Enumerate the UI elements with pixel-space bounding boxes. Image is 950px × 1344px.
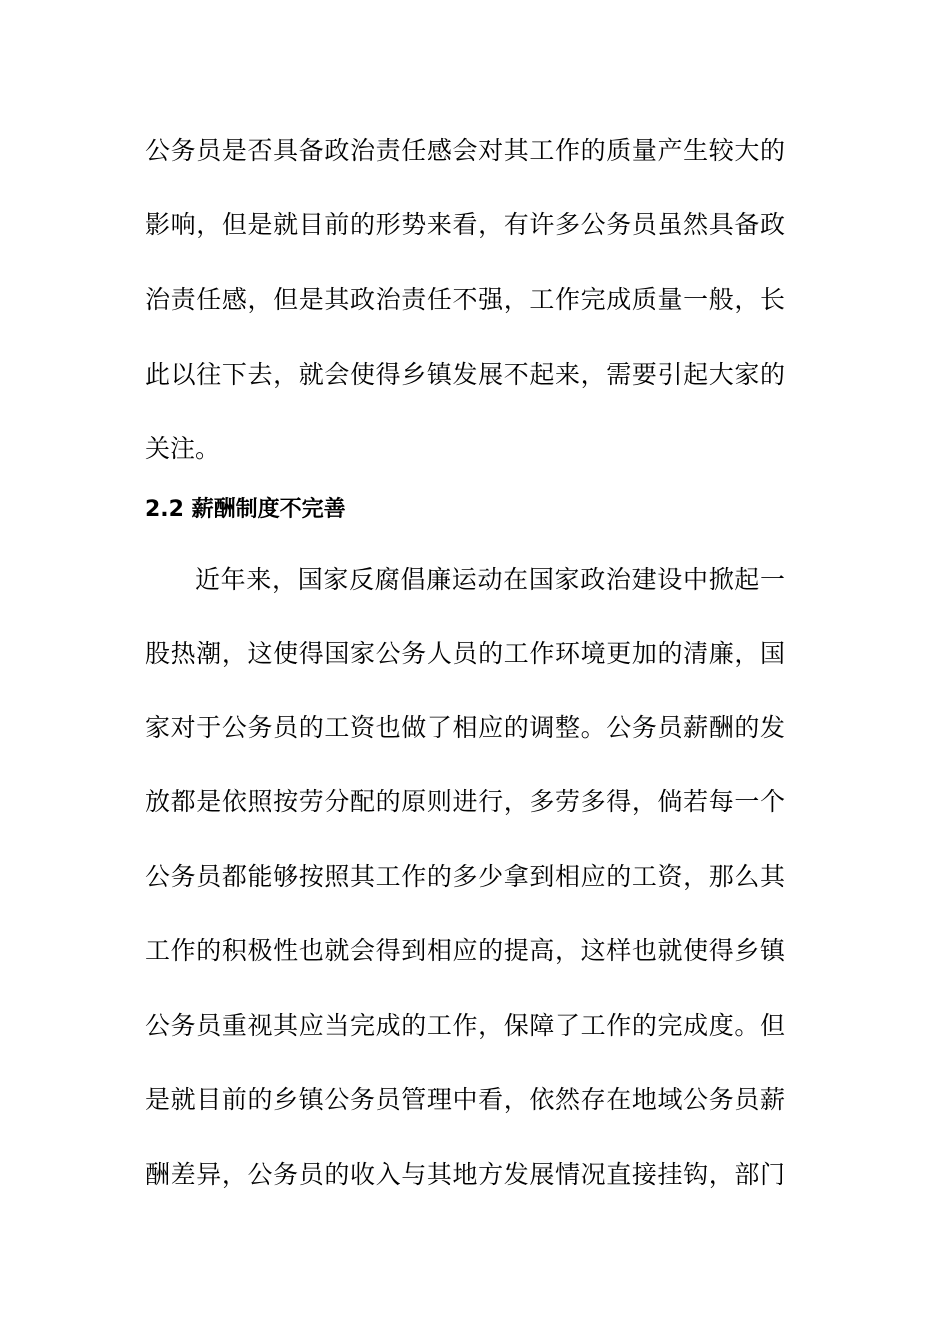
paragraph-line: 公务员重视其应当完成的工作，保障了工作的完成度。但 — [145, 1011, 785, 1040]
paragraph-line: 是就目前的乡镇公务员管理中看，依然存在地域公务员薪 — [145, 1085, 785, 1114]
paragraph-line: 股热潮，这使得国家公务人员的工作环境更加的清廉，国 — [145, 639, 785, 668]
paragraph-line: 放都是依照按劳分配的原则进行，多劳多得，倘若每一个 — [145, 787, 785, 816]
paragraph-line: 家对于公务员的工资也做了相应的调整。公务员薪酬的发 — [145, 713, 785, 742]
section-heading: 2.2 薪酬制度不完善 — [145, 497, 346, 522]
paragraph-line: 公务员都能够按照其工作的多少拿到相应的工资，那么其 — [145, 862, 785, 891]
paragraph-line: 此以往下去，就会使得乡镇发展不起来，需要引起大家的 — [145, 360, 785, 389]
paragraph-line: 工作的积极性也就会得到相应的提高，这样也就使得乡镇 — [145, 936, 785, 965]
paragraph-line: 关注。 — [145, 434, 221, 463]
paragraph-line: 公务员是否具备政治责任感会对其工作的质量产生较大的 — [145, 136, 785, 165]
paragraph-line: 影响，但是就目前的形势来看，有许多公务员虽然具备政 — [145, 210, 785, 239]
paragraph-line: 酬差异，公务员的收入与其地方发展情况直接挂钩，部门 — [145, 1160, 785, 1189]
paragraph-line: 治责任感，但是其政治责任不强，工作完成质量一般，长 — [145, 285, 785, 314]
paragraph-line: 近年来，国家反腐倡廉运动在国家政治建设中掀起一 — [195, 565, 785, 594]
